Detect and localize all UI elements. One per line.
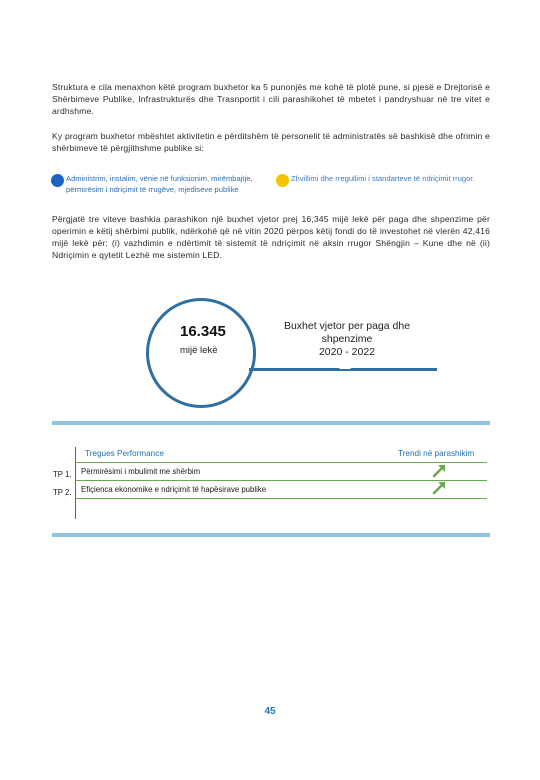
blue-bullet-icon [51,174,64,187]
bullet-administration: Administrim, instalim, vënie në funksionim, mirëmbajtje, përmirësim i ndriçimit të rrugëve, mjediseve publike [66,174,253,194]
arrow-up-right-icon [432,463,447,478]
budget-label [262,320,432,359]
budget-notch-icon [339,362,351,369]
budget-value: 16.345 [180,323,226,340]
tp2-code: TP 2. [53,488,72,497]
budget-unit: mijë lekë [180,345,218,356]
performance-row-divider [75,480,487,481]
services-paragraph: Ky program buxhetor mbështet aktivitetin e përditshëm të personelit të administratës së bashkisë dhe ofrimin e shërbimeve të përgjithshme publike si: [52,131,490,153]
yellow-bullet-icon [276,174,289,187]
budget-label-line1: Buxhet vjetor per paga dhe [283,320,411,332]
bullet-standards: Zhvillimi dhe rregullimi i standarteve të ndriçimit rrugor. [291,174,475,183]
budget-label-line3: 2020 - 2022 [318,346,376,358]
performance-trend-header: Trendi në parashikim [398,449,475,458]
performance-indicators-header: Tregues Performance [85,449,164,458]
tp2-label: Efiçienca ekonomike e ndriçimit të hapësirave publike [81,485,267,494]
performance-vertical-line [75,447,76,519]
performance-row-divider [75,462,487,463]
arrow-up-right-icon [432,480,447,495]
tp1-label: Përmirësimi i mbulimit me shërbim [81,467,201,476]
budget-label-line2: shpenzime [321,333,373,345]
budget-circle [146,298,256,408]
page-number: 45 [264,706,276,717]
budget-paragraph: Përgjatë tre viteve bashkia parashikon një buxhet vjetor prej 16,345 mijë lekë për paga dhe shpenzime për operimin e këtij shërbimi publik, ndërkohë që në vitin 2020 përpos këtij fondi do të investohet në vlerën 42,416 mijë lekë për: (i) vazhdimin e ndërtimit të sistemit të ndriçimit në aksin rrugor Shëngjin – Kune dhe në (ii) Ndriçimin e qytetit Lezhë me sistemin LED. [52,214,490,260]
tp1-code: TP 1. [53,470,72,479]
performance-top-border [52,421,490,425]
performance-row-divider [75,498,487,499]
performance-bottom-border [52,533,490,537]
intro-paragraph: Struktura e cila menaxhon këtë program buxhetor ka 5 punonjës me kohë të plotë pune, si pjesë e Drejtorisë e Shërbimeve Publike, Infrastrukturës dhe Trasnportit i cili parashikohet të mbetet i pandryshuar në tre vitet e ardhshme. [52,82,490,116]
